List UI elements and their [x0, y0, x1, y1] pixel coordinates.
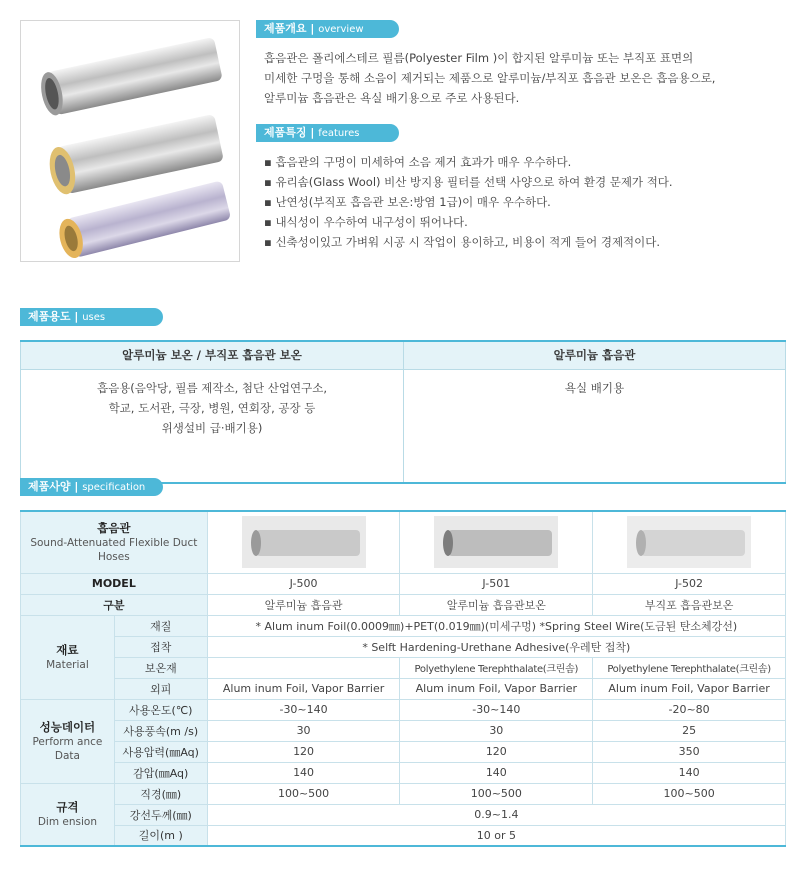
product-photo — [20, 20, 240, 262]
feature-item: ▪ 흡음관의 구멍이 미세하여 소음 제거 효과가 매우 우수하다. — [264, 155, 572, 169]
wire-thickness-value: 0.9~1.4 — [207, 804, 785, 825]
product-image-cell — [400, 511, 593, 573]
dimension-ko: 규격 — [56, 800, 79, 815]
product-image-cell — [207, 511, 400, 573]
spec-title-en: specification — [82, 482, 146, 493]
spec-heading: 제품사양 | specification — [20, 478, 163, 496]
features-title-ko: 제품특징 — [264, 126, 307, 139]
uses-line: 욕실 배기용 — [564, 380, 625, 395]
uses-line: 위생설비 급·배기용) — [161, 420, 263, 435]
diameter-value: 100~500 — [593, 783, 786, 804]
feature-item: ▪ 내식성이 우수하여 내구성이 뛰어나다. — [264, 215, 468, 229]
outer-value: Alum inum Foil, Vapor Barrier — [207, 678, 400, 699]
drop-value: 140 — [400, 762, 593, 783]
outer-label: 외피 — [114, 678, 207, 699]
performance-ko: 성능데이터 — [39, 720, 96, 734]
temp-value: -30~140 — [400, 699, 593, 720]
insulation-value: Polyethylene Terephthalate(크린솜) — [593, 657, 786, 678]
performance-en-2: Data — [54, 750, 80, 762]
product-name-en: Sound-Attenuated Flexible Duct Hoses — [30, 537, 198, 564]
duct-image — [434, 516, 558, 568]
spec-title-ko: 제품사양 — [28, 480, 71, 493]
uses-col2-header: 알루미늄 흡음관 — [404, 341, 786, 369]
feature-item: ▪ 신축성이있고 가벼워 시공 시 작업이 용이하고, 비용이 적게 들어 경제적이다. — [264, 235, 661, 249]
length-label: 길이(m ) — [114, 825, 207, 846]
overview-title-en: overview — [318, 24, 364, 35]
wind-label: 사용풍속(m /s) — [114, 720, 207, 741]
spec-table — [20, 510, 786, 847]
insulation-value — [207, 657, 400, 678]
overview-heading: 제품개요 | overview — [256, 20, 399, 38]
material-value: * Alum inum Foil(0.0009㎜)+PET(0.019㎜)(미세구멍) *Spring Steel Wire(도금된 탄소체강선) — [207, 615, 785, 636]
pressure-value: 350 — [593, 741, 786, 762]
wind-value: 30 — [400, 720, 593, 741]
uses-title-en: uses — [82, 312, 106, 323]
type-value: 부직포 흡음관보온 — [593, 594, 786, 615]
temp-label: 사용온도(℃) — [114, 699, 207, 720]
overview-line: 미세한 구멍을 통해 소음이 제거되는 제품으로 알루미늄/부직포 흡음관 보온은 흡음용으로, — [264, 71, 716, 85]
pressure-value: 120 — [207, 741, 400, 762]
duct-image — [627, 516, 751, 568]
feature-item: ▪ 유리솜(Glass Wool) 비산 방지용 필터를 선택 사양으로 하여 환경 문제가 적다. — [264, 175, 673, 189]
model-value: J-500 — [207, 573, 400, 594]
overview-text — [264, 48, 784, 108]
uses-col1-cell — [21, 369, 404, 483]
dimension-en: Dim ension — [37, 816, 97, 829]
outer-value: Alum inum Foil, Vapor Barrier — [400, 678, 593, 699]
duct-image — [242, 516, 366, 568]
insulation-value: Polyethylene Terephthalate(크린솜) — [400, 657, 593, 678]
wire-thickness-label: 강선두께(㎜) — [114, 804, 207, 825]
product-name-ko: 흡음관 — [97, 521, 131, 536]
model-value: J-502 — [593, 573, 786, 594]
overview-line: 알루미늄 흡음관은 욕실 배기용으로 주로 사용된다. — [264, 91, 520, 105]
dimension-category — [21, 783, 115, 846]
overview-title-ko: 제품개요 — [264, 22, 307, 35]
adhesive-label: 접착 — [114, 636, 207, 657]
drop-value: 140 — [593, 762, 786, 783]
temp-value: -20~80 — [593, 699, 786, 720]
diameter-label: 직경(㎜) — [114, 783, 207, 804]
length-value: 10 or 5 — [207, 825, 785, 846]
performance-en-1: Perform ance — [32, 736, 103, 748]
type-value: 알루미늄 흡음관보온 — [400, 594, 593, 615]
material-category — [21, 615, 115, 699]
features-list — [264, 152, 794, 252]
product-image-cell — [593, 511, 786, 573]
type-value: 알루미늄 흡음관 — [207, 594, 400, 615]
material-en: Material — [46, 659, 89, 671]
uses-col2-cell — [404, 369, 786, 483]
pressure-label: 사용압력(㎜Aq) — [114, 741, 207, 762]
model-label: MODEL — [21, 573, 208, 594]
temp-value: -30~140 — [207, 699, 400, 720]
model-value: J-501 — [400, 573, 593, 594]
wind-value: 25 — [593, 720, 786, 741]
drop-label: 감압(㎜Aq) — [114, 762, 207, 783]
uses-table — [20, 340, 786, 484]
pressure-value: 120 — [400, 741, 593, 762]
uses-heading: 제품용도 | uses — [20, 308, 163, 326]
insulation-label: 보온재 — [114, 657, 207, 678]
adhesive-value: * Selft Hardening-Urethane Adhesive(우레탄 접착) — [207, 636, 785, 657]
uses-col1-header: 알루미늄 보온 / 부직포 흡음관 보온 — [21, 341, 404, 369]
drop-value: 140 — [207, 762, 400, 783]
uses-title-ko: 제품용도 — [28, 310, 71, 323]
product-header — [21, 511, 208, 573]
overview-line: 흡음관은 폴리에스테르 필름(Polyester Film )이 합지된 알루미늄 또는 부직포 표면의 — [264, 51, 694, 65]
uses-line: 흡음용(음악당, 필름 제작소, 첨단 산업연구소, — [96, 380, 328, 395]
feature-item: ▪ 난연성(부직포 흡음관 보온:방염 1급)이 매우 우수하다. — [264, 195, 551, 209]
diameter-value: 100~500 — [400, 783, 593, 804]
type-label: 구분 — [21, 594, 208, 615]
wind-value: 30 — [207, 720, 400, 741]
outer-value: Alum inum Foil, Vapor Barrier — [593, 678, 786, 699]
performance-category — [21, 699, 115, 783]
features-heading: 제품특징 | features — [256, 124, 399, 142]
diameter-value: 100~500 — [207, 783, 400, 804]
features-title-en: features — [318, 128, 360, 139]
material-label: 재질 — [114, 615, 207, 636]
uses-line: 학교, 도서관, 극장, 병원, 연회장, 공장 등 — [108, 400, 316, 415]
material-ko: 재료 — [56, 643, 79, 657]
